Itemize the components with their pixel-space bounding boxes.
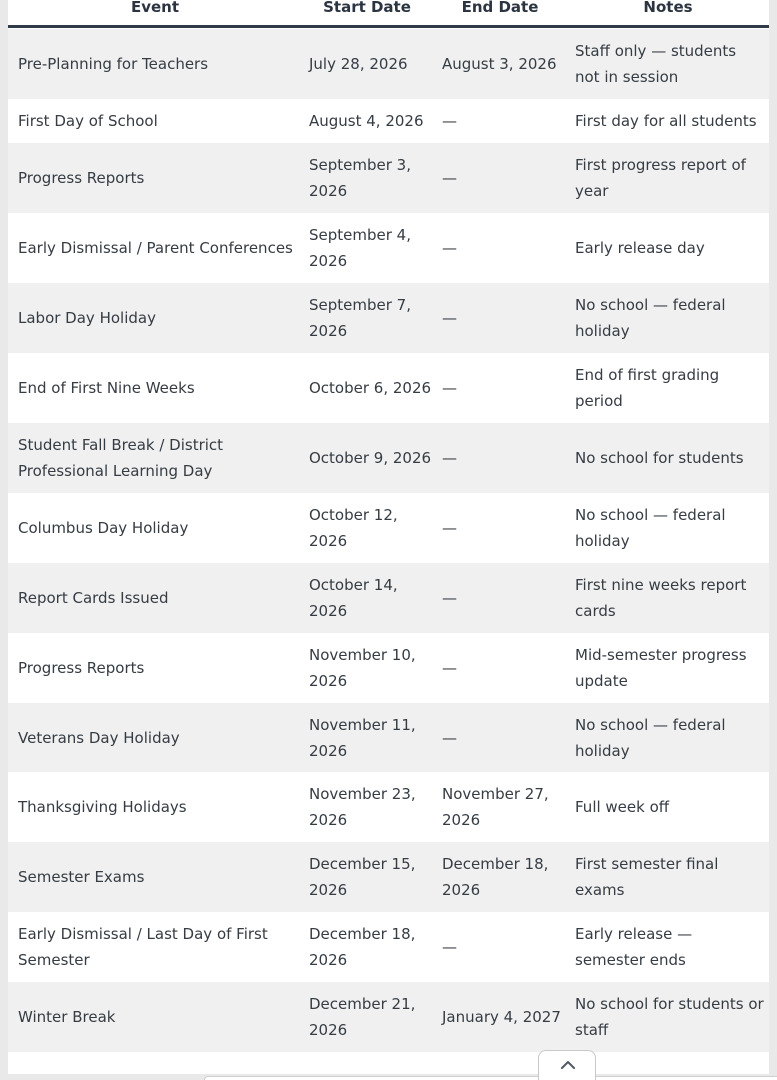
start-date-cell: October 14, 2026 xyxy=(309,576,398,620)
event-cell: Labor Day Holiday xyxy=(18,309,156,327)
start-date-cell: October 9, 2026 xyxy=(309,449,432,467)
table-row xyxy=(8,703,769,773)
end-date-cell: January 4, 2027 xyxy=(442,1008,561,1026)
table-row xyxy=(8,143,769,213)
calendar-table xyxy=(8,0,769,1074)
start-date-cell: September 3, 2026 xyxy=(309,156,411,200)
start-date-cell: December 15, 2026 xyxy=(309,855,416,899)
table-row xyxy=(8,772,769,842)
start-date-cell: August 4, 2026 xyxy=(309,112,424,130)
end-date-cell: December 18, 2026 xyxy=(442,855,549,899)
end-date-cell: — xyxy=(442,938,457,956)
start-date-cell: November 10, 2026 xyxy=(309,646,416,690)
end-date-cell: November 27, 2026 xyxy=(442,785,549,829)
start-date-cell: September 7, 2026 xyxy=(309,296,411,340)
end-date-cell: — xyxy=(442,239,457,257)
notes-cell: First nine weeks report cards xyxy=(575,576,747,620)
column-header-start-date: Start Date xyxy=(323,0,411,16)
notes-cell: No school for students xyxy=(575,449,744,467)
end-date-cell: — xyxy=(442,169,457,187)
event-cell: Early Dismissal / Last Day of First Semester xyxy=(18,925,268,969)
table-header-row xyxy=(8,0,769,28)
notes-cell: Full week off xyxy=(575,798,670,816)
table-row xyxy=(8,283,769,353)
event-cell: Thanksgiving Holidays xyxy=(18,798,187,816)
table-row xyxy=(8,353,769,423)
notes-cell: Staff only — students not in session xyxy=(575,42,737,86)
start-date-cell: November 23, 2026 xyxy=(309,785,416,829)
notes-cell: First day for all students xyxy=(575,112,757,130)
notes-cell: No school — federal holiday xyxy=(575,296,726,340)
column-header-end-date: End Date xyxy=(461,0,539,16)
start-date-cell: July 28, 2026 xyxy=(309,55,408,73)
event-cell: Student Fall Break / District Professional Learning Day xyxy=(18,436,224,480)
end-date-cell: — xyxy=(442,589,457,607)
end-date-cell: — xyxy=(442,379,457,397)
event-cell: Semester Exams xyxy=(18,868,145,886)
back-to-top-button[interactable] xyxy=(538,1050,596,1080)
table-row xyxy=(8,982,769,1052)
event-cell: Progress Reports xyxy=(18,659,145,677)
start-date-cell: December 21, 2026 xyxy=(309,995,416,1039)
end-date-cell: — xyxy=(442,309,457,327)
notes-cell: First semester final exams xyxy=(575,855,719,899)
table-row xyxy=(8,493,769,563)
event-cell: Winter Break xyxy=(18,1008,116,1026)
table-row xyxy=(8,423,769,493)
notes-cell: No school — federal holiday xyxy=(575,506,726,550)
chevron-up-icon xyxy=(561,1060,575,1070)
event-cell: Columbus Day Holiday xyxy=(18,519,189,537)
notes-cell: Early release — semester ends xyxy=(575,925,693,969)
start-date-cell: November 11, 2026 xyxy=(309,716,416,760)
end-date-cell: — xyxy=(442,659,457,677)
table-row xyxy=(8,99,769,143)
table-row xyxy=(8,842,769,912)
table-row xyxy=(8,563,769,633)
end-date-cell: — xyxy=(442,729,457,747)
notes-cell: No school for students or staff xyxy=(575,995,764,1039)
table-row xyxy=(8,29,769,99)
notes-cell: First progress report of year xyxy=(575,156,746,200)
start-date-cell: September 4, 2026 xyxy=(309,226,411,270)
column-header-notes: Notes xyxy=(643,0,693,16)
notes-cell: Mid-semester progress update xyxy=(575,646,747,690)
event-cell: Veterans Day Holiday xyxy=(18,729,180,747)
event-cell: Pre-Planning for Teachers xyxy=(18,55,209,73)
event-cell: Progress Reports xyxy=(18,169,145,187)
notes-cell: End of first grading period xyxy=(575,366,720,410)
notes-cell: Early release day xyxy=(575,239,705,257)
event-cell: End of First Nine Weeks xyxy=(18,379,195,397)
table-row xyxy=(8,213,769,283)
bottom-panel-edge xyxy=(204,1076,777,1080)
end-date-cell: — xyxy=(442,112,457,130)
end-date-cell: — xyxy=(442,449,457,467)
event-cell: Early Dismissal / Parent Conferences xyxy=(18,239,293,257)
start-date-cell: October 6, 2026 xyxy=(309,379,432,397)
event-cell: First Day of School xyxy=(18,112,158,130)
event-cell: Report Cards Issued xyxy=(18,589,169,607)
end-date-cell: — xyxy=(442,519,457,537)
table-row xyxy=(8,912,769,982)
notes-cell: No school — federal holiday xyxy=(575,716,726,760)
start-date-cell: October 12, 2026 xyxy=(309,506,398,550)
column-header-event: Event xyxy=(130,0,180,16)
end-date-cell: August 3, 2026 xyxy=(442,55,557,73)
start-date-cell: December 18, 2026 xyxy=(309,925,416,969)
table-row xyxy=(8,633,769,703)
